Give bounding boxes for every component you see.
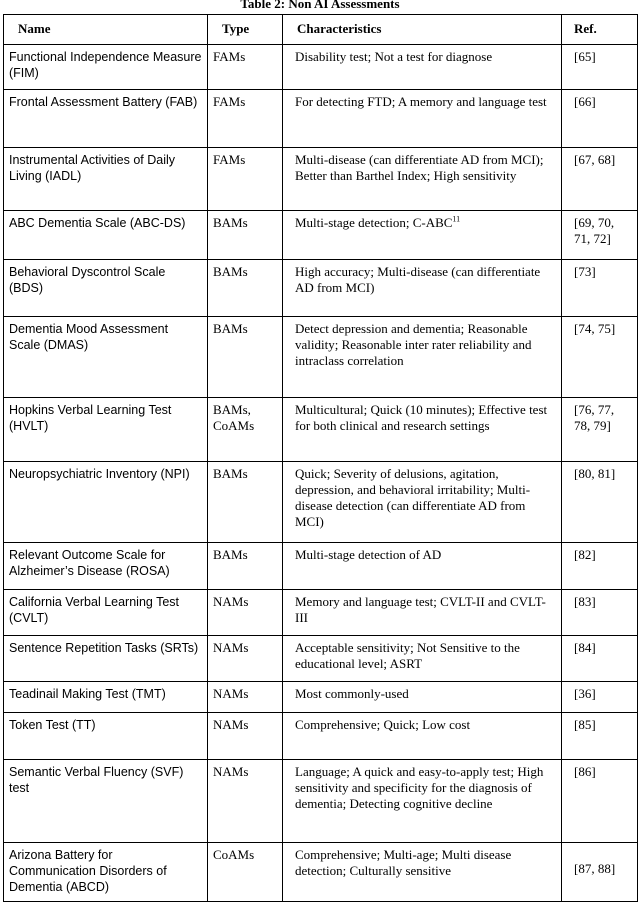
cell-characteristics: For detecting FTD; A memory and language test (283, 90, 562, 148)
header-ref: Ref. (562, 15, 638, 45)
cell-ref: [65] (562, 45, 638, 90)
cell-name: Functional Independence Measure (FIM) (4, 45, 208, 90)
characteristics-text: Multi-stage detection; C-ABC (295, 215, 453, 230)
cell-characteristics: Comprehensive; Multi-age; Multi disease detection; Culturally sensitive (283, 843, 562, 902)
header-type: Type (208, 15, 283, 45)
cell-ref: [73] (562, 260, 638, 317)
cell-characteristics: Multicultural; Quick (10 minutes); Effective test for both clinical and research settings (283, 398, 562, 462)
cell-name: Sentence Repetition Tasks (SRTs) (4, 636, 208, 682)
cell-characteristics: Detect depression and dementia; Reasonable validity; Reasonable inter rater reliability and intraclass correlation (283, 317, 562, 398)
cell-name: California Verbal Learning Test (CVLT) (4, 590, 208, 636)
cell-characteristics: Multi-disease (can differentiate AD from MCI); Better than Barthel Index; High sensitivity (283, 148, 562, 211)
cell-type: NAMs (208, 590, 283, 636)
cell-ref: [76, 77, 78, 79] (562, 398, 638, 462)
cell-ref: [67, 68] (562, 148, 638, 211)
cell-characteristics: Most commonly-used (283, 682, 562, 713)
table-row (4, 148, 638, 211)
cell-characteristics: High accuracy; Multi-disease (can differentiate AD from MCI) (283, 260, 562, 317)
table-row (4, 45, 638, 90)
cell-name: Dementia Mood Assessment Scale (DMAS) (4, 317, 208, 398)
cell-characteristics: Language; A quick and easy-to-apply test; High sensitivity and specificity for the diagnosis of dementia; Detecting cognitive decline (283, 760, 562, 843)
table-row (4, 211, 638, 260)
cell-ref: [74, 75] (562, 317, 638, 398)
header-name: Name (4, 15, 208, 45)
table-row (4, 682, 638, 713)
cell-ref: [84] (562, 636, 638, 682)
table-row (4, 398, 638, 462)
cell-ref: [66] (562, 90, 638, 148)
table-row (4, 843, 638, 902)
cell-name: Arizona Battery for Communication Disorders of Dementia (ABCD) (4, 843, 208, 902)
cell-name: Semantic Verbal Fluency (SVF) test (4, 760, 208, 843)
table-row (4, 317, 638, 398)
table-row (4, 636, 638, 682)
cell-ref: [87, 88] (562, 843, 638, 902)
cell-type: NAMs (208, 760, 283, 843)
assessments-table (3, 14, 638, 902)
cell-ref: [83] (562, 590, 638, 636)
cell-name: Teadinail Making Test (TMT) (4, 682, 208, 713)
cell-type: FAMs (208, 90, 283, 148)
cell-type: BAMs (208, 543, 283, 590)
cell-type: NAMs (208, 713, 283, 760)
cell-name: ABC Dementia Scale (ABC-DS) (4, 211, 208, 260)
cell-type: CoAMs (208, 843, 283, 902)
table-row (4, 760, 638, 843)
table-row (4, 462, 638, 543)
cell-type: BAMs (208, 317, 283, 398)
cell-type: BAMs, CoAMs (208, 398, 283, 462)
table-row (4, 543, 638, 590)
table-row (4, 590, 638, 636)
cell-name: Instrumental Activities of Daily Living (IADL) (4, 148, 208, 211)
table-caption: Table 2: Non AI Assessments (240, 0, 400, 11)
cell-ref: [36] (562, 682, 638, 713)
cell-name: Hopkins Verbal Learning Test (HVLT) (4, 398, 208, 462)
cell-name: Relevant Outcome Scale for Alzheimer’s Disease (ROSA) (4, 543, 208, 590)
cell-ref: [69, 70, 71, 72] (562, 211, 638, 260)
cell-type: NAMs (208, 636, 283, 682)
cell-ref: [86] (562, 760, 638, 843)
cell-type: NAMs (208, 682, 283, 713)
cell-name: Neuropsychiatric Inventory (NPI) (4, 462, 208, 543)
cell-type: FAMs (208, 148, 283, 211)
cell-type: FAMs (208, 45, 283, 90)
table-row (4, 713, 638, 760)
cell-name: Behavioral Dyscontrol Scale (BDS) (4, 260, 208, 317)
cell-type: BAMs (208, 260, 283, 317)
cell-characteristics: Multi-stage detection of AD (283, 543, 562, 590)
table-header-row (4, 15, 638, 45)
cell-ref: [80, 81] (562, 462, 638, 543)
footnote-marker: 11 (452, 214, 461, 224)
header-characteristics: Characteristics (283, 15, 562, 45)
table-row (4, 90, 638, 148)
cell-ref: [82] (562, 543, 638, 590)
cell-characteristics: Disability test; Not a test for diagnose (283, 45, 562, 90)
cell-characteristics: Memory and language test; CVLT-II and CVLT-III (283, 590, 562, 636)
cell-characteristics: Comprehensive; Quick; Low cost (283, 713, 562, 760)
cell-name: Token Test (TT) (4, 713, 208, 760)
table-row (4, 260, 638, 317)
cell-name: Frontal Assessment Battery (FAB) (4, 90, 208, 148)
cell-ref: [85] (562, 713, 638, 760)
cell-characteristics: Quick; Severity of delusions, agitation, depression, and behavioral irritability; Multi-disease detection (can differentiate AD from MCI) (283, 462, 562, 543)
cell-characteristics: Acceptable sensitivity; Not Sensitive to the educational level; ASRT (283, 636, 562, 682)
cell-type: BAMs (208, 211, 283, 260)
cell-type: BAMs (208, 462, 283, 543)
cell-characteristics (283, 211, 562, 260)
